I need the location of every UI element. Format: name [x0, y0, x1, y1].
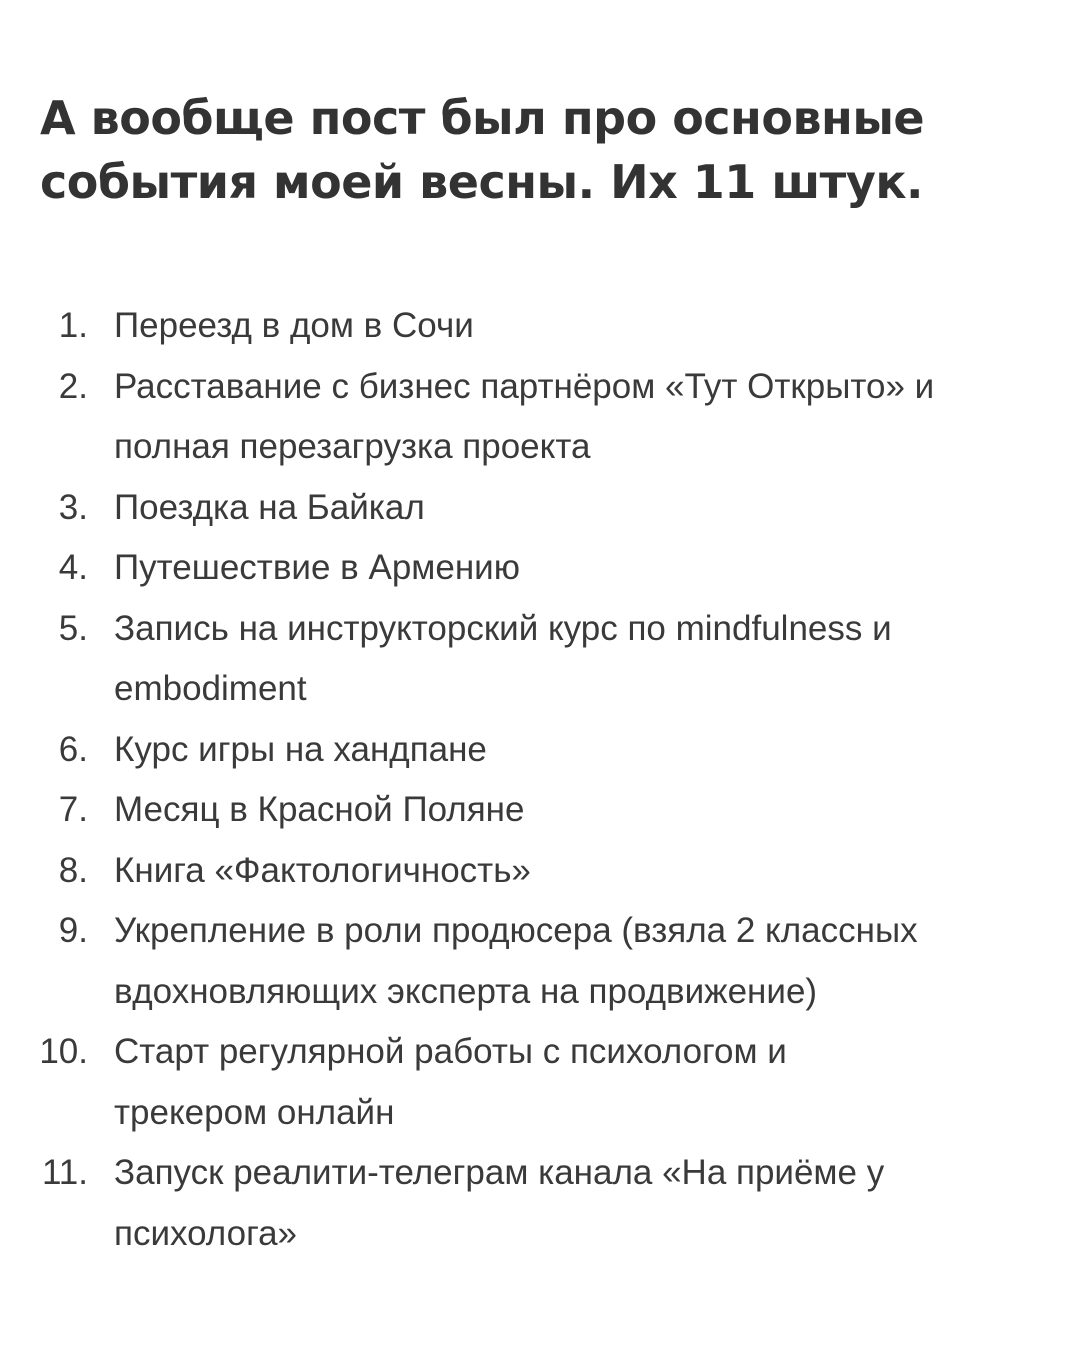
- item-text: Запуск реалити-телеграм канала «На приёме у психолога»: [114, 1153, 885, 1253]
- list-item: [0, 296, 1080, 357]
- item-text: Поездка на Байкал: [114, 487, 425, 527]
- item-number: 3.: [58, 487, 88, 527]
- item-text: Книга «Фактологичность»: [114, 850, 531, 890]
- item-text: Путешествие в Армению: [114, 548, 520, 587]
- list-item: [0, 357, 1080, 478]
- list-item: [0, 478, 1080, 539]
- list-item: [0, 780, 1080, 841]
- item-number: 10.: [39, 1032, 88, 1071]
- list-item: [0, 599, 1080, 720]
- item-number: 2.: [58, 366, 88, 406]
- item-number: 6.: [58, 729, 88, 769]
- item-number: 5.: [58, 608, 88, 648]
- item-text: Запись на инструкторский курс по mindfulness и embodiment: [114, 608, 892, 708]
- item-text: Укрепление в роли продюсера (взяла 2 классных вдохновляющих эксперта на продвижение): [114, 911, 918, 1011]
- item-number: 11.: [41, 1153, 88, 1192]
- item-text: Переезд в дом в Сочи: [114, 306, 474, 345]
- list-item: [0, 538, 1080, 599]
- item-text: Старт регулярной работы с психологом и трекером онлайн: [114, 1032, 787, 1132]
- item-number: 8.: [58, 850, 88, 890]
- list-item: [0, 1022, 1080, 1143]
- list-item: [0, 1143, 1080, 1264]
- item-text: Месяц в Красной Поляне: [114, 790, 525, 829]
- item-number: 7.: [58, 790, 88, 829]
- item-number: 1.: [58, 306, 88, 345]
- item-text: Курс игры на хандпане: [114, 729, 487, 769]
- list-item: [0, 841, 1080, 902]
- list-item: [0, 720, 1080, 781]
- events-list: [0, 296, 1080, 1264]
- item-number: 4.: [58, 548, 88, 587]
- item-number: 9.: [58, 911, 88, 950]
- post-title: А вообще пост был про основные события моей весны. Их 11 штук.: [40, 91, 925, 209]
- list-item: [0, 901, 1080, 1022]
- item-text: Расставание с бизнес партнёром «Тут Открыто» и полная перезагрузка проекта: [114, 366, 935, 466]
